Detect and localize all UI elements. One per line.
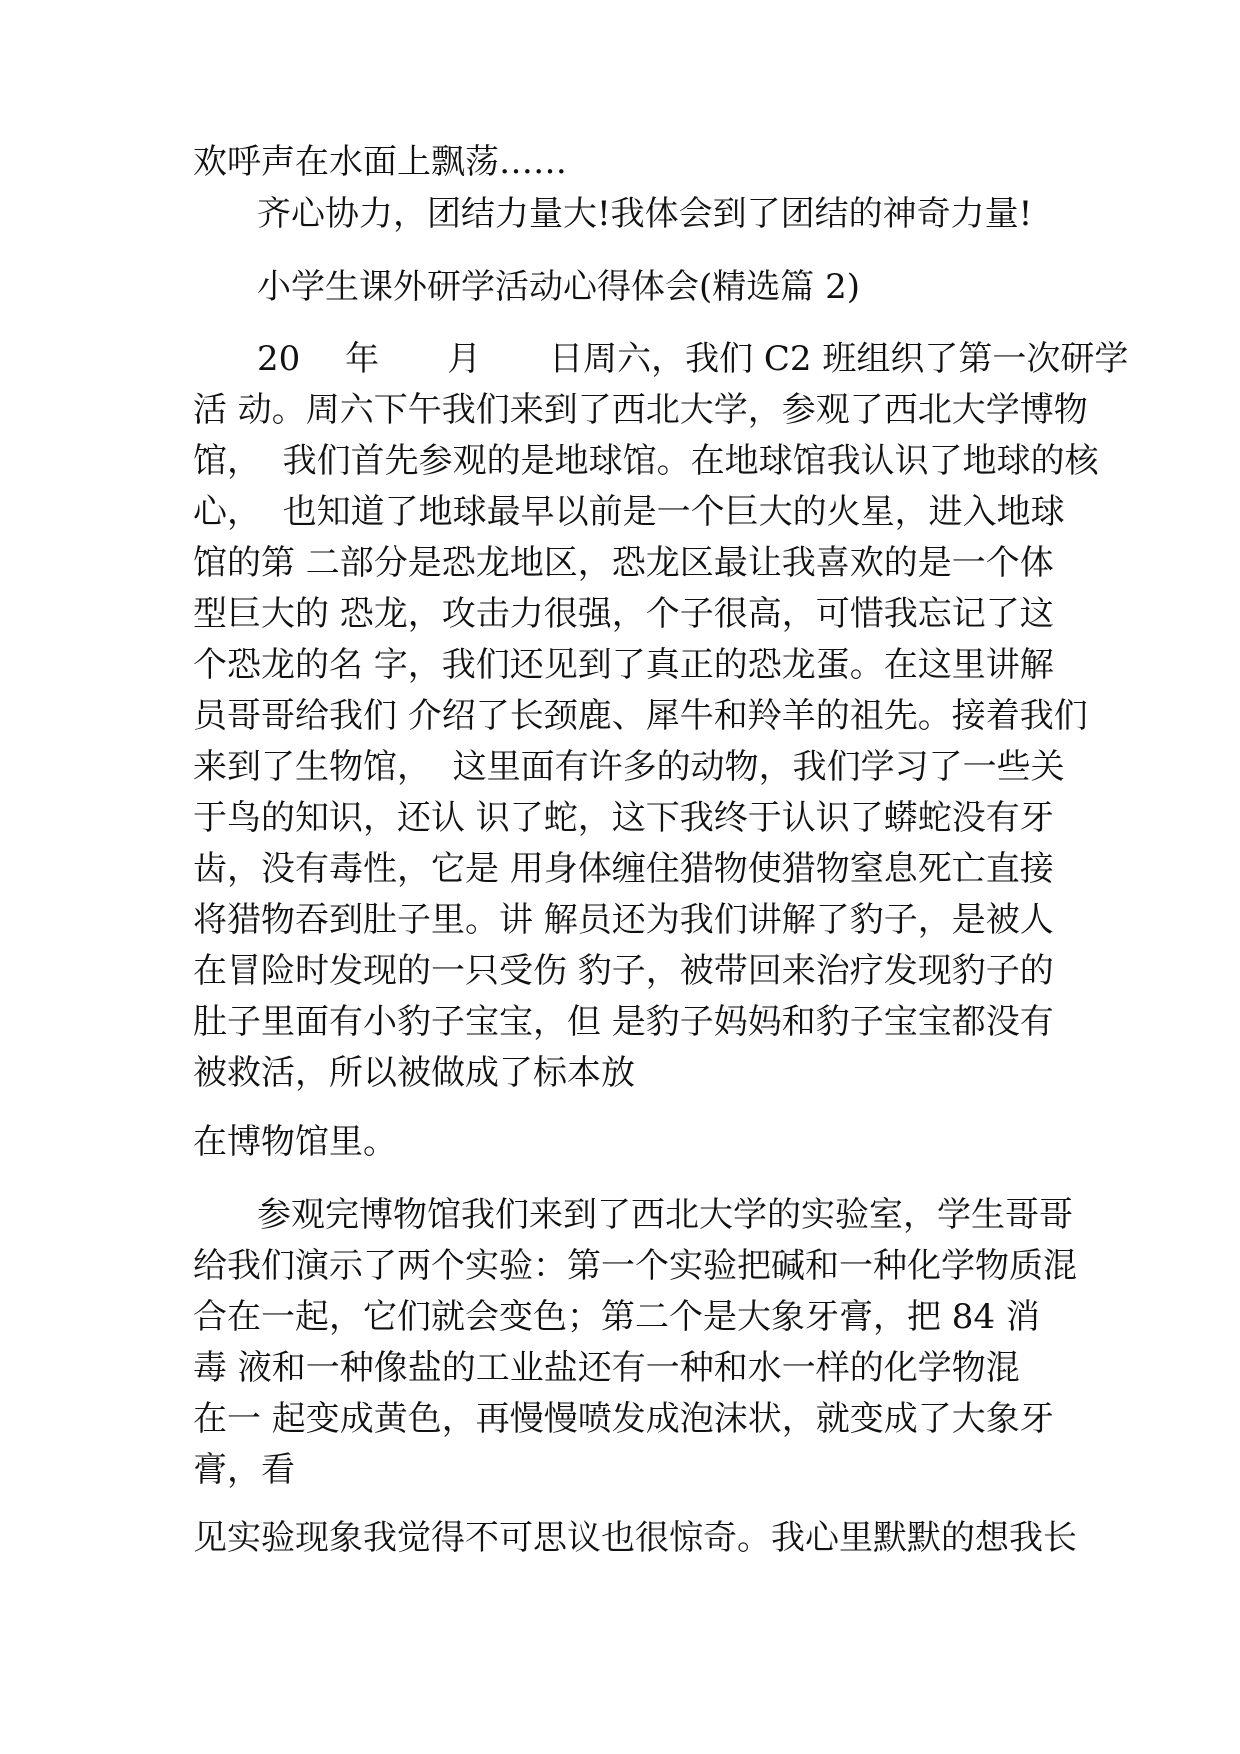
text-line: 齿，没有毒性，它是 用身体缠住猎物使猎物窒息死亡直接 [193, 849, 1054, 889]
text-line: 见实验现象我觉得不可思议也很惊奇。我心里默默的想我长 [193, 1518, 1077, 1558]
text-line: 参观完博物馆我们来到了西北大学的实验室，学生哥哥 [257, 1195, 1073, 1235]
text-line: 欢呼声在水面上飘荡…… [193, 142, 567, 182]
text-line: 给我们演示了两个实验：第一个实验把碱和一种化学物质混 [193, 1246, 1077, 1286]
text-line: 个恐龙的名 字，我们还见到了真正的恐龙蛋。在这里讲解 [193, 645, 1054, 685]
text-line: 型巨大的 恐龙，攻击力很强，个子很高，可惜我忘记了这 [193, 594, 1054, 634]
text-line: 毒 液和一种像盐的工业盐还有一种和水一样的化学物混 [193, 1348, 1020, 1388]
text-line: 将猎物吞到肚子里。讲 解员还为我们讲解了豹子，是被人 [193, 900, 1054, 940]
text-line: 来到了生物馆， 这里面有许多的动物，我们学习了一些关 [193, 747, 1065, 787]
text-line: 馆的第 二部分是恐龙地区，恐龙区最让我喜欢的是一个体 [193, 543, 1054, 583]
text-line: 合在一起，它们就会变色；第二个是大象牙膏，把 84 消 [193, 1297, 1040, 1337]
text-line: 馆， 我们首先参观的是地球馆。在地球馆我认识了地球的核 [193, 441, 1099, 481]
text-line: 齐心协力，团结力量大!我体会到了团结的神奇力量! [257, 194, 1033, 234]
text-line: 膏，看 [193, 1450, 295, 1490]
text-line: 在一 起变成黄色，再慢慢喷发成泡沫状，就变成了大象牙 [193, 1399, 1054, 1439]
text-line: 被救活，所以被做成了标本放 [193, 1053, 635, 1093]
text-line: 活 动。周六下午我们来到了西北大学，参观了西北大学博物 [193, 390, 1088, 430]
text-line: 肚子里面有小豹子宝宝，但 是豹子妈妈和豹子宝宝都没有 [193, 1002, 1054, 1042]
text-line: 心， 也知道了地球最早以前是一个巨大的火星，进入地球 [193, 492, 1065, 532]
text-line: 在冒险时发现的一只受伤 豹子，被带回来治疗发现豹子的 [193, 951, 1054, 991]
text-line: 员哥哥给我们 介绍了长颈鹿、犀牛和羚羊的祖先。接着我们 [193, 696, 1088, 736]
text-line: 于鸟的知识，还认 识了蛇，这下我终于认识了蟒蛇没有牙 [193, 798, 1054, 838]
text-line: 20 年 月 日周六，我们 C2 班组织了第一次研学 [257, 339, 1129, 379]
text-line: 在博物馆里。 [193, 1122, 397, 1162]
section-heading: 小学生课外研学活动心得体会(精选篇 2) [257, 267, 860, 307]
